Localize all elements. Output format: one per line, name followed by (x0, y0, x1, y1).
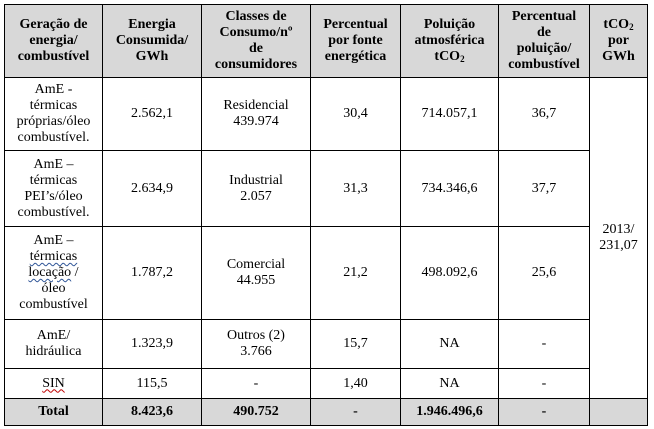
table-row (5, 369, 648, 399)
cell-pollution: 498.092,6 (401, 227, 499, 320)
cell-energy-consumed: 115,5 (103, 369, 202, 399)
cell-percent-pollution: 37,7 (499, 151, 590, 227)
cell-consumption-class: Outros (2) 3.766 (202, 320, 311, 369)
header-tco2-per-gwh: tCO$_2$ por GWh (590, 5, 648, 78)
cell-percent-pollution: 25,6 (499, 227, 590, 320)
total-label: Total (5, 399, 103, 426)
header-row (5, 5, 648, 78)
total-percent-pollution: - (499, 399, 590, 426)
cell-pollution: NA (401, 320, 499, 369)
total-pollution: 1.946.496,6 (401, 399, 499, 426)
cell-consumption-class: Comercial 44.955 (202, 227, 311, 320)
cell-percent-by-source: 21,2 (311, 227, 401, 320)
total-tco2-empty (590, 399, 648, 426)
cell-percent-by-source: 31,3 (311, 151, 401, 227)
header-energy-source: Geração de energia/ combustível (5, 5, 103, 78)
cell-percent-pollution: - (499, 369, 590, 399)
cell-percent-pollution: - (499, 320, 590, 369)
cell-energy-consumed: 2.634,9 (103, 151, 202, 227)
cell-pollution: 734.346,6 (401, 151, 499, 227)
total-energy: 8.423,6 (103, 399, 202, 426)
table-row (5, 320, 648, 369)
cell-pollution: NA (401, 369, 499, 399)
total-percent-by-source: - (311, 399, 401, 426)
cell-energy-consumed: 1.323,9 (103, 320, 202, 369)
cell-energy-source: AmE - térmicas próprias/óleo combustível. (5, 78, 103, 151)
cell-energy-source: AmE/ hidráulica (5, 320, 103, 369)
header-percent-pollution: Percentual de poluição/ combustível (499, 5, 590, 78)
cell-percent-by-source: 30,4 (311, 78, 401, 151)
cell-percent-by-source: 15,7 (311, 320, 401, 369)
cell-energy-source: AmE – térmicas PEI’s/óleo combustível. (5, 151, 103, 227)
cell-energy-source: SIN (5, 369, 103, 399)
energy-pollution-table (4, 4, 648, 426)
total-consumers: 490.752 (202, 399, 311, 426)
table-row (5, 151, 648, 227)
table-row (5, 78, 648, 151)
cell-consumption-class: Residencial 439.974 (202, 78, 311, 151)
cell-consumption-class: - (202, 369, 311, 399)
header-consumption-classes: Classes de Consumo/nº de consumidores (202, 5, 311, 78)
cell-pollution: 714.057,1 (401, 78, 499, 151)
total-row (5, 399, 648, 426)
header-energy-consumed: Energia Consumida/ GWh (103, 5, 202, 78)
cell-energy-consumed: 2.562,1 (103, 78, 202, 151)
header-atmospheric-pollution: Poluição atmosférica tCO$_2$ (401, 5, 499, 78)
cell-energy-consumed: 1.787,2 (103, 227, 202, 320)
table-row (5, 227, 648, 320)
header-percent-by-source: Percentual por fonte energética (311, 5, 401, 78)
cell-energy-source: AmE – térmicas locação / óleo combustível (5, 227, 103, 320)
cell-tco2-per-gwh: 2013/ 231,07 (590, 78, 648, 399)
cell-consumption-class: Industrial 2.057 (202, 151, 311, 227)
cell-percent-pollution: 36,7 (499, 78, 590, 151)
cell-percent-by-source: 1,40 (311, 369, 401, 399)
